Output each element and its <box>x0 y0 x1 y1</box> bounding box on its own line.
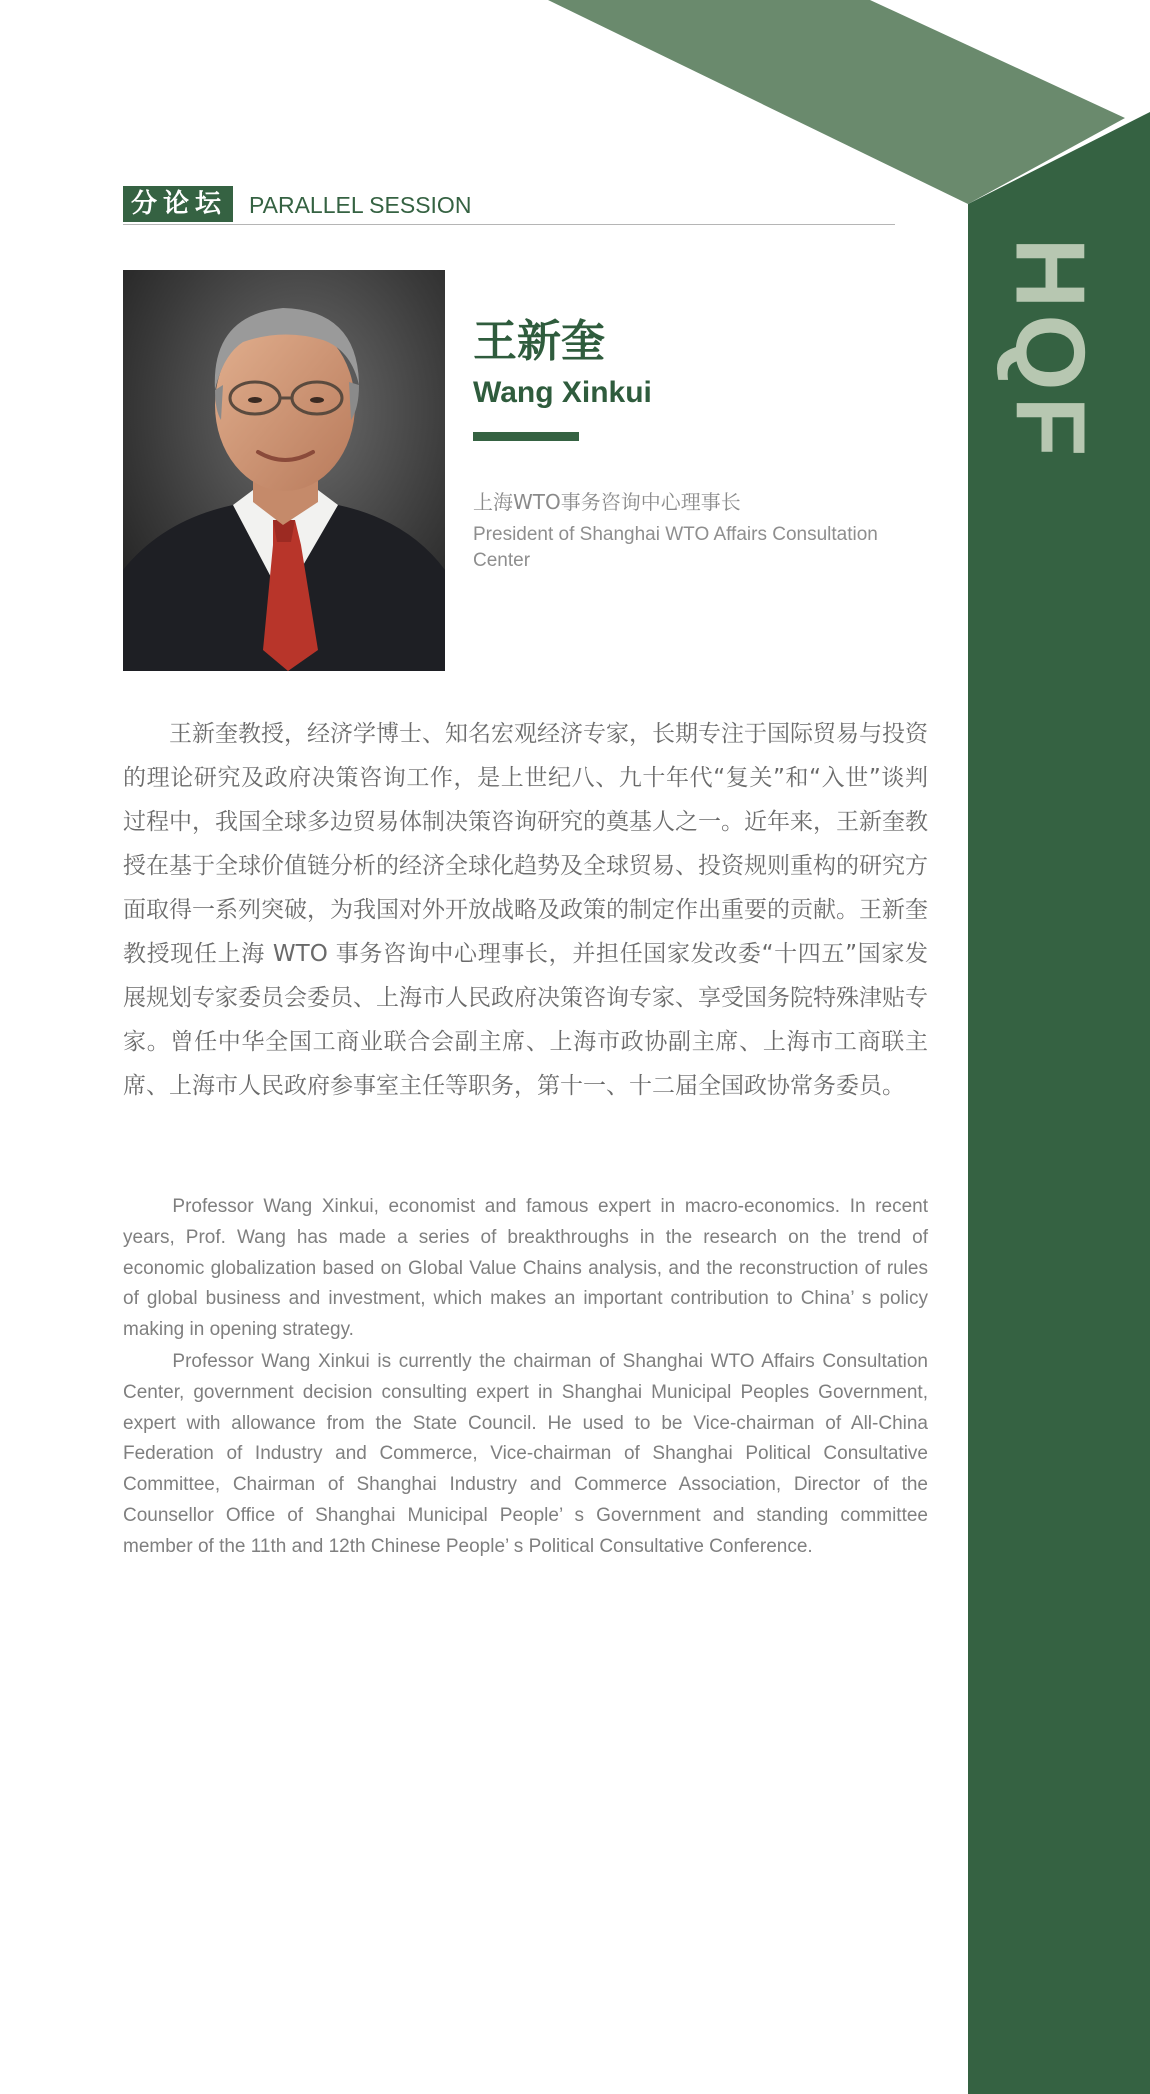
section-label-cn: 分论坛 <box>123 186 233 222</box>
speaker-title-en: President of Shanghai WTO Affairs Consultation Center <box>473 524 878 571</box>
speaker-name-cn: 王新奎 <box>473 316 605 367</box>
speaker-title-cn: 上海WTO事务咨询中心理事长 <box>473 490 741 514</box>
section-label-en: PARALLEL SESSION <box>249 192 472 218</box>
section-label <box>123 186 895 225</box>
name-underline <box>473 432 579 441</box>
biography-cn: 王新奎教授，经济学博士、知名宏观经济专家，长期专注于国际贸易与投资的理论研究及政府决策咨询工作，是上世纪八、九十年代“复关”和“入世”谈判过程中，我国全球多边贸易体制决策咨询研究的奠基人之一。近年来，王新奎教授在基于全球价值链分析的经济全球化趋势及全球贸易、投资规则重构的研究方面取得一系列突破，为我国对外开放战略及政策的制定作出重要的贡献。王新奎教授现任上海 WTO 事务咨询中心理事长，并担任国家发改委“十四五”国家发展规划专家委员会委员、上海市人民政府决策咨询专家、享受国务院特殊津贴专家。曾任中华全国工商业联合会副主席、上海市政协副主席、上海市工商联主席、上海市人民政府参事室主任等职务，第十一、十二届全国政协常务委员。 <box>123 721 928 1099</box>
portrait-photo-icon <box>123 270 445 671</box>
side-banner-logo <box>995 237 1105 463</box>
speaker-name-en: Wang Xinkui <box>473 376 652 409</box>
biography-en-paragraph: Professor Wang Xinkui, economist and famous expert in macro-economics. In recent years, Prof. Wang has made a series of breakthroughs in the research on the trend of economic globalization based on Global Value Chains analysis, and the reconstruction of rules of global business and investment, which makes an important contribution to China’ s policy making in opening strategy. <box>123 1196 928 1341</box>
biography-en-paragraph: Professor Wang Xinkui is currently the chairman of Shanghai WTO Affairs Consultation Center, government decision consulting expert in Shanghai Municipal Peoples Government, expert with allowance from the State Council. He used to be Vice-chairman of All-China Federation of Industry and Commerce, Vice-chairman of Shanghai Political Consultative Committee, Chairman of Shanghai Industry and Commerce Association, Director of the Counsellor Office of Shanghai Municipal People’ s Government and standing committee member of the 11th and 12th Chinese People’ s Political Consultative Conference. <box>123 1351 928 1557</box>
speaker-photo <box>123 270 445 671</box>
hqf-logo-text: HQF <box>995 237 1105 463</box>
